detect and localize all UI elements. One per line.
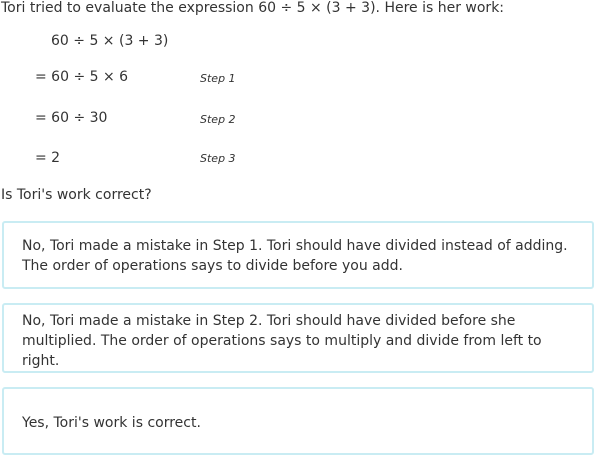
work-step-2-label: Step 2 <box>200 113 236 126</box>
answer-choice-3[interactable] <box>2 387 594 455</box>
answer-choice-1-text: No, Tori made a mistake in Step 1. Tori should have divided instead of adding. The order of operations says to divide before you add. <box>22 238 568 274</box>
work-step-1: = 60 ÷ 5 × 6 <box>35 69 129 85</box>
question-prompt: Tori tried to evaluate the expression 60 ÷ 5 × (3 + 3). Here is her work: <box>1 0 505 16</box>
question-text: Is Tori's work correct? <box>1 187 152 203</box>
work-expression: 60 ÷ 5 × (3 + 3) <box>51 33 169 49</box>
answer-choice-2-text: No, Tori made a mistake in Step 2. Tori should have divided before she multiplied. The order of operations says to multiply and divide from left to right. <box>22 313 542 369</box>
answer-choice-1[interactable] <box>2 221 594 289</box>
work-step-3-label: Step 3 <box>200 152 236 165</box>
work-step-2: = 60 ÷ 30 <box>35 110 108 126</box>
answer-choice-2[interactable] <box>2 303 594 373</box>
work-step-1-label: Step 1 <box>200 72 236 85</box>
work-step-3: = 2 <box>35 150 61 166</box>
answer-choice-3-text: Yes, Tori's work is correct. <box>22 415 201 431</box>
